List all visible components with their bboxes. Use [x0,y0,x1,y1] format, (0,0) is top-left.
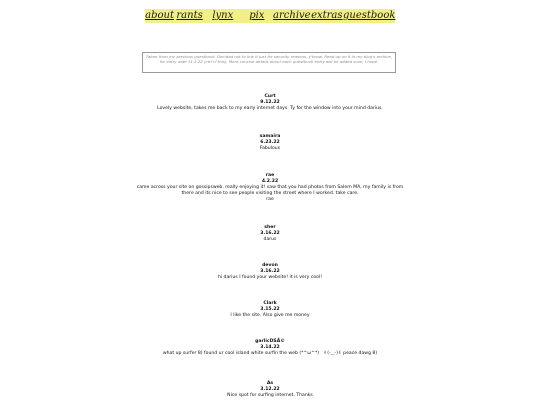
entry-date: 3.16.22 [260,231,280,236]
entry-name: As [266,381,274,386]
entry-message: I like the site. Also give me money [230,313,310,318]
entry-name: devon [262,263,278,268]
entry-name: sher [264,225,276,230]
entry-message: what up surfer 8) found ur cool island white surfin the web (*^ω^*) ✌(-‿-)✌ peace dawg 8) [162,351,378,356]
nav-link-extras[interactable]: extras [311,10,343,21]
entry-message: hi darius I found your website! it is very cool! [217,275,323,280]
entry-message: Fabulous [259,146,281,151]
guestbook-entry [130,301,410,319]
guestbook-entry [130,339,410,357]
entry-name: rae [265,173,275,178]
entry-date: 9.12.22 [260,100,280,105]
nav-link-rants[interactable]: rants [174,9,205,23]
guestbook-entry [130,94,410,112]
entry-message: Nice spot for surfing internet. Thanks [227,393,313,398]
entry-date: 3.12.22 [260,387,280,392]
entry-date: 3.14.22 [260,345,280,350]
entry-name: samaira [259,134,281,139]
guestbook-entry [130,225,410,243]
entry-message: Lovely website, takes me back to my early internet days. Ty for the window into your mind darius. [157,106,383,111]
entry-date: 6.23.22 [260,140,280,145]
nav-link-pix[interactable]: pix [241,9,273,23]
entry-message: came across your site on gossipsweb. really enjoying it! saw that you had photos from Salem MA, my family is from there and its nice to see people visiting the street where I worked. take care. rae [136,185,404,202]
entry-date: 3.16.22 [260,269,280,274]
nav-link-guestbook[interactable]: guestbook [343,10,396,21]
nav-link-archive[interactable]: archive [273,10,311,21]
guestbook-entry [130,263,410,281]
entry-date: 3.15.22 [260,307,280,312]
nav-link-about[interactable]: about [145,10,174,21]
entry-name: Clark [263,301,277,306]
entry-message: darus [263,237,277,242]
entry-date: 4.2.22 [261,179,279,184]
guestbook-entry [130,173,410,203]
main-nav [145,9,395,23]
entry-name: garlicDSÃ© [255,339,285,344]
nav-link-lynx[interactable]: lynx [205,9,241,23]
guestbook-entry [130,134,410,152]
guestbook-entry [130,381,410,399]
guestbook-notice: Taken from my previous guestbook. Decided not to link it just for security reasons, y'know. Read up on it in my blog's archive, for entry date 11.3.22 (ctrl+f this). More concise details about each guestbook entry will be added soon, I hope. [142,52,396,73]
entry-name: Curt [264,94,276,99]
